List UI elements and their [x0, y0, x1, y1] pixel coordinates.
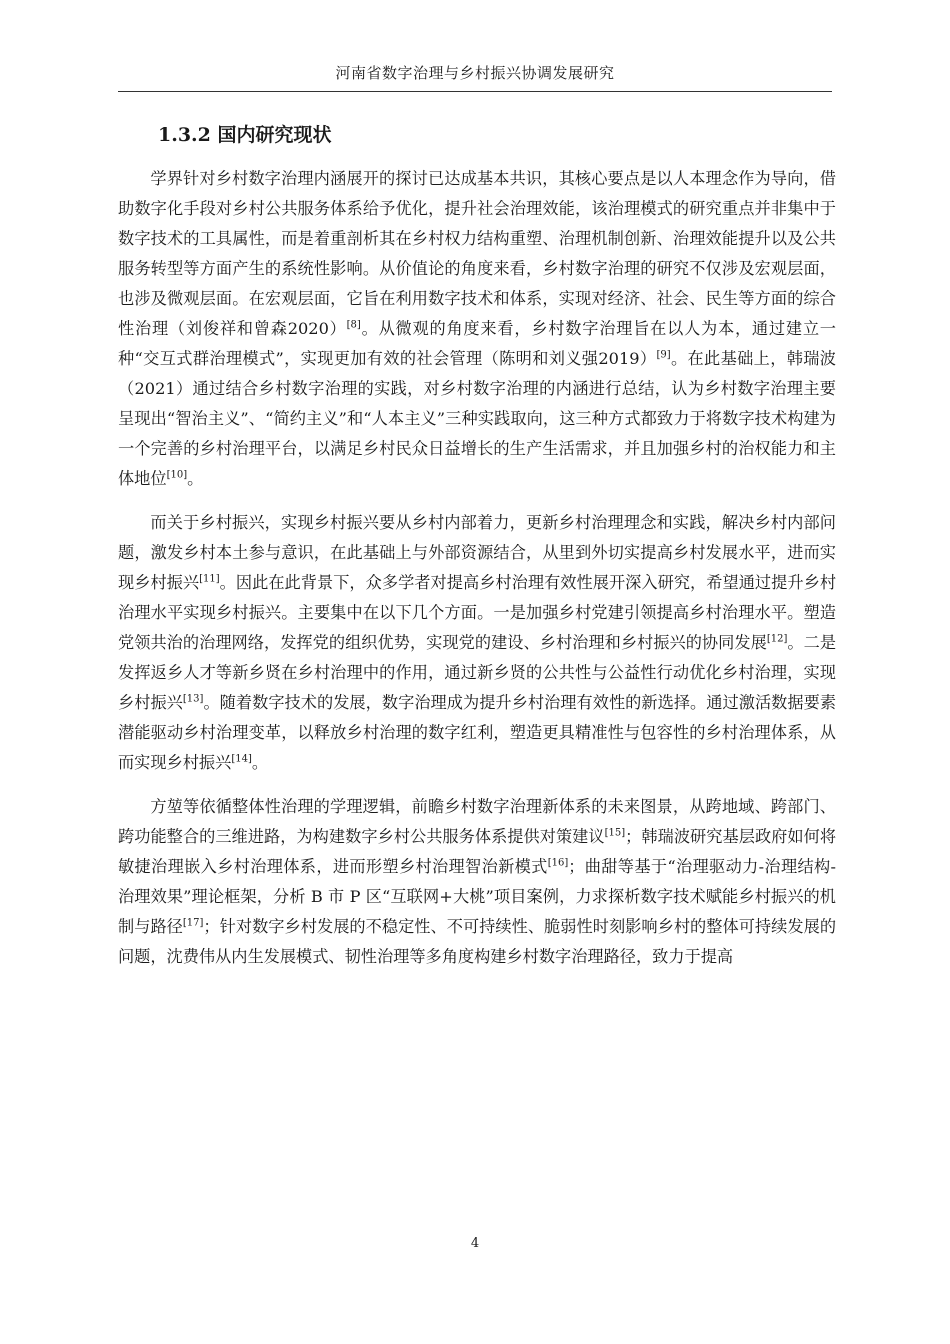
citation-ref: [11]	[199, 573, 220, 585]
section-title: 1.3.2 国内研究现状	[158, 124, 332, 146]
text-run: 。	[187, 469, 204, 488]
body-text	[118, 164, 836, 986]
paragraph	[118, 508, 836, 778]
text-run: 。二是发挥返乡人才等新乡贤在乡村治理中的作用，通过新乡贤的公共性与公益性行动优化乡村治理，实现乡村振兴	[118, 633, 837, 712]
text-run: ；针对数字乡村发展的不稳定性、不可持续性、脆弱性时刻影响乡村的整体可持续发展的问题，沈费伟从内生发展模式、韧性治理等多角度构建乡村数字治理路径，致力于提高	[118, 917, 837, 966]
running-title: 河南省数字治理与乡村振兴协调发展研究	[335, 64, 615, 82]
text-run: 。从微观的角度来看，乡村数字治理旨在以人为本，通过建立一种“交互式群治理模式”，实现更加有效的社会管理（陈明和刘义强2019）	[118, 319, 836, 368]
text-run: 。随着数字技术的发展，数字治理成为提升乡村治理有效性的新选择。通过激活数据要素潜能驱动乡村治理变革，以释放乡村治理的数字红利，塑造更具精准性与包容性的乡村治理体系，从而实现乡村振兴	[118, 693, 837, 772]
citation-ref: [8]	[346, 319, 361, 331]
citation-ref: [9]	[656, 349, 671, 361]
text-run: 。在此基础上，韩瑞波（2021）通过结合乡村数字治理的实践，对乡村数字治理的内涵进行总结，认为乡村数字治理主要呈现出“智治主义”、“简约主义”和“人本主义”三种实践取向，这三种方式都致力于将数字技术构建为一个完善的乡村治理平台，以满足乡村民众日益增长的生产生活需求，并且加强乡村的治权能力和主体地位	[118, 349, 836, 488]
text-run: 学界针对乡村数字治理内涵展开的探讨已达成基本共识，其核心要点是以人本理念作为导向，借助数字化手段对乡村公共服务体系给予优化，提升社会治理效能，该治理模式的研究重点并非集中于数字技术的工具属性，而是着重剖析其在乡村权力结构重塑、治理机制创新、治理效能提升以及公共服务转型等方面产生的系统性影响。从价值论的角度来看，乡村数字治理的研究不仅涉及宏观层面，也涉及微观层面。在宏观层面，它旨在利用数字技术和体系，实现对经济、社会、民生等方面的综合性治理（刘俊祥和曾森2020）	[118, 169, 836, 338]
text-run: 而关于乡村振兴，实现乡村振兴要从乡村内部着力，更新乡村治理理念和实践，解决乡村内部问题，激发乡村本土参与意识，在此基础上与外部资源结合，从里到外切实提高乡村发展水平，进而实现乡村振兴	[118, 513, 836, 592]
text-run: 。因此在此背景下，众多学者对提高乡村治理有效性展开深入研究，希望通过提升乡村治理水平实现乡村振兴。主要集中在以下几个方面。一是加强乡村党建引领提高乡村治理水平。塑造党领共治的治理网络，发挥党的组织优势，实现党的建设、乡村治理和乡村振兴的协同发展	[118, 573, 837, 652]
citation-ref: [16]	[547, 857, 569, 869]
text-run: 。	[251, 753, 269, 772]
citation-ref: [13]	[182, 693, 204, 705]
paragraph	[118, 792, 836, 972]
page-number: 4	[470, 1236, 480, 1251]
text-run: ；韩瑞波研究基层政府如何将敏捷治理嵌入乡村治理体系，进而形塑乡村治理智治新模式	[118, 827, 837, 876]
citation-ref: [15]	[604, 827, 626, 839]
running-header	[118, 62, 832, 92]
citation-ref: [12]	[766, 633, 788, 645]
citation-ref: [14]	[231, 753, 252, 765]
text-run: ；曲甜等基于“治理驱动力-治理结构-治理效果”理论框架，分析 B 市 P 区“互联网+大桃”项目案例，力求探析数字技术赋能乡村振兴的机制与路径	[118, 857, 837, 936]
citation-ref: [17]	[182, 917, 204, 929]
paragraph	[118, 164, 836, 494]
text-run: 方堃等依循整体性治理的学理逻辑，前瞻乡村数字治理新体系的未来图景，从跨地域、跨部门、跨功能整合的三维进路，为构建数字乡村公共服务体系提供对策建议	[118, 797, 836, 846]
citation-ref: [10]	[166, 469, 188, 481]
